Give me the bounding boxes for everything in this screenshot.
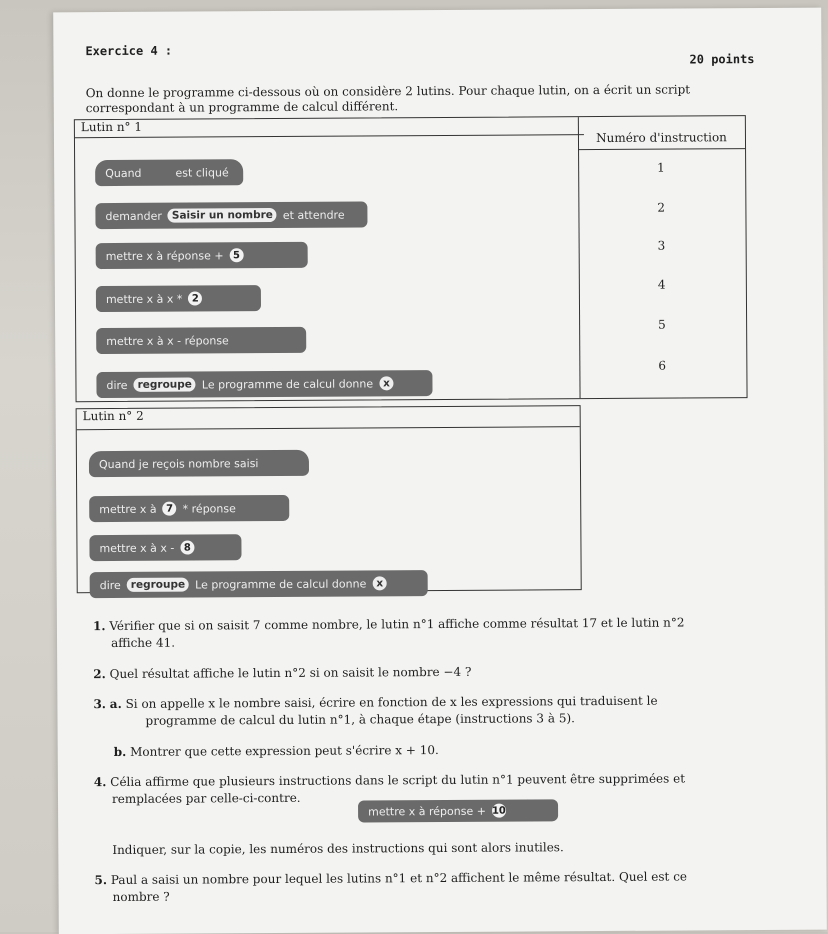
block-when-clicked: Quand est cliqué bbox=[95, 159, 243, 186]
lutin1-header: Lutin n° 1 bbox=[75, 117, 584, 138]
intro-line-1: On donne le programme ci-dessous où on considère 2 lutins. Pour chaque lutin, on a écrit un script bbox=[85, 82, 691, 101]
block-set-x-answer-plus-10: mettre x à réponse + 10 bbox=[358, 799, 558, 822]
instruction-number-6: 6 bbox=[658, 358, 667, 373]
exercise-sheet bbox=[53, 8, 827, 934]
block-set-x-times-answer: mettre x à 7 * réponse bbox=[89, 495, 289, 522]
instruction-number-3: 3 bbox=[657, 238, 666, 253]
lutin1-table bbox=[74, 115, 748, 402]
question-4: 4. Célia affirme que plusieurs instructions dans le script du lutin n°1 peuvent être supprimées et remplacées par celle-ci-contre. bbox=[93, 771, 686, 807]
intro-text bbox=[86, 82, 786, 116]
instruction-number-2: 2 bbox=[657, 200, 666, 215]
intro-line-2: correspondant à un programme de calcul différent. bbox=[85, 99, 399, 116]
block-say-join-2: dire regroupe Le programme de calcul donne x bbox=[90, 570, 428, 598]
question-1: 1. Vérifier que si on saisit 7 comme nombre, le lutin n°1 affiche comme résultat 17 et le lutin n°2 affiche 41. bbox=[92, 615, 685, 651]
instruction-number-1: 1 bbox=[657, 160, 665, 175]
block-set-x-minus-answer: mettre x à x - réponse bbox=[96, 327, 306, 354]
lutin2-header: Lutin n° 2 bbox=[77, 406, 580, 430]
exercise-title: Exercice 4 : bbox=[85, 43, 173, 59]
points-label: 20 points bbox=[689, 52, 755, 67]
instruction-number-4: 4 bbox=[657, 277, 666, 292]
slot-8-icon: 8 bbox=[180, 541, 194, 555]
question-3b: b. Montrer que cette expression peut s'écrire x + 10. bbox=[113, 743, 439, 759]
block-set-x-answer-plus: mettre x à réponse + 5 bbox=[96, 242, 308, 269]
slot-5-icon: 5 bbox=[229, 248, 243, 262]
block-say-join: dire regroupe Le programme de calcul donne x bbox=[96, 370, 432, 398]
block-ask-and-wait: demander Saisir un nombre et attendre bbox=[95, 201, 367, 229]
slot-10-icon: 10 bbox=[491, 805, 506, 817]
instruction-number-5: 5 bbox=[658, 317, 666, 332]
question-2: 2. Quel résultat affiche le lutin n°2 si on saisit le nombre −4 ? bbox=[93, 664, 472, 682]
question-3a: 3. a. Si on appelle x le nombre saisi, écrire en fonction de x les expressions qui traduisent le programme de calcul du lutin n°1, à chaque étape (instructions 3 à 5). bbox=[93, 693, 658, 728]
question-5: 5. Paul a saisi un nombre pour lequel les lutins n°1 et n°2 affichent le même résultat. Quel est ce nombre ? bbox=[94, 869, 688, 905]
instruction-number-header: Numéro d'instruction bbox=[578, 130, 745, 150]
block-set-x-times: mettre x à x * 2 bbox=[96, 285, 261, 312]
slot-7-icon: 7 bbox=[163, 502, 177, 516]
question-4-instruction: Indiquer, sur la copie, les numéros des instructions qui sont alors inutiles. bbox=[112, 840, 564, 858]
slot-2-icon: 2 bbox=[188, 291, 202, 305]
column-divider bbox=[578, 117, 581, 398]
lutin2-table bbox=[76, 405, 582, 593]
block-when-receive: Quand je reçois nombre saisi bbox=[89, 450, 309, 477]
block-set-x-minus: mettre x à x - 8 bbox=[89, 534, 241, 561]
